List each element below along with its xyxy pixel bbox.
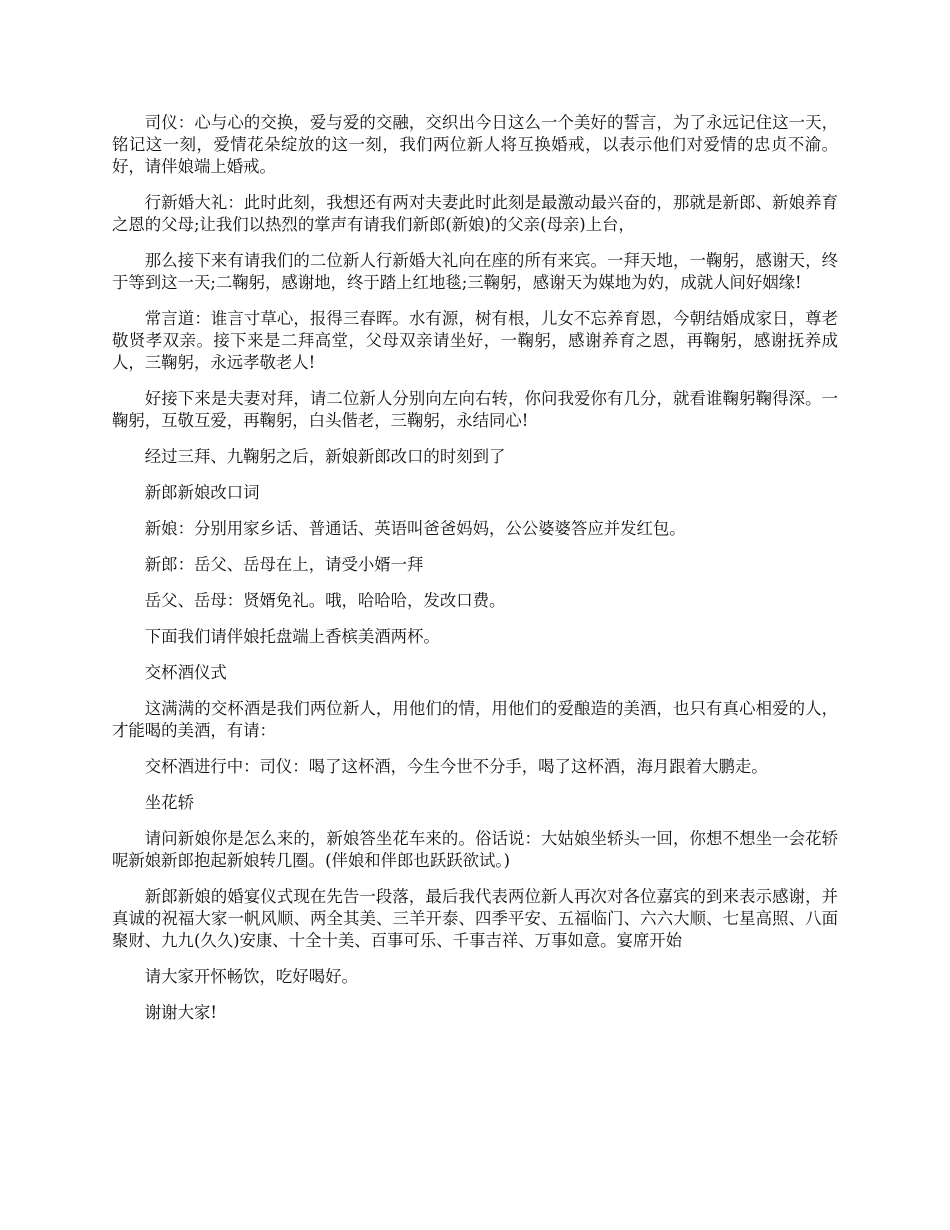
paragraph-bow-each-other: 好接下来是夫妻对拜，请二位新人分别向左向右转，你问我爱你有几分，就看谁鞠躬鞠得深。一鞠躬，互敬互爱，再鞠躬，白头偕老，三鞠躬，永结同心! — [112, 389, 838, 430]
paragraph-in-laws-line: 岳父、岳母：贤婿免礼。哦，哈哈哈，发改口费。 — [144, 591, 506, 610]
paragraph-name-change-moment: 经过三拜、九鞠躬之后，新娘新郎改口的时刻到了 — [144, 447, 506, 466]
document-page — [112, 112, 838, 1038]
paragraph-thanks: 谢谢大家! — [144, 1003, 217, 1022]
paragraph-champagne: 下面我们请伴娘托盘端上香槟美酒两杯。 — [144, 627, 440, 646]
paragraph-wedding-ceremony-parents: 行新婚大礼：此时此刻，我想还有两对夫妻此时此刻是最激动最兴奋的，那就是新郎、新娘养育之恩的父母;让我们以热烈的掌声有请我们新郎(新娘)的父亲(母亲)上台， — [112, 193, 838, 234]
paragraph-bow-heaven-earth: 那么接下来有请我们的二位新人行新婚大礼向在座的所有来宾。一拜天地，一鞠躬，感谢天，终于等到这一天;二鞠躬，感谢地，终于踏上红地毯;三鞠躬，感谢天为媒地为妁，成就人间好姻缘! — [112, 251, 838, 292]
paragraph-sedan-chair: 请问新娘你是怎么来的，新娘答坐花车来的。俗话说：大姑娘坐轿头一回，你想不想坐一会花轿呢新娘新郎抱起新娘转几圈。(伴娘和伴郎也跃跃欲试。) — [112, 829, 838, 870]
section-heading-sedan-chair: 坐花轿 — [144, 793, 194, 812]
section-heading-cross-cup: 交杯酒仪式 — [144, 663, 227, 682]
paragraph-cross-cup-in-progress: 交杯酒进行中：司仪：喝了这杯酒，今生今世不分手，喝了这杯酒，海月跟着大鹏走。 — [144, 757, 768, 776]
paragraph-cross-cup-wine: 这满满的交杯酒是我们两位新人，用他们的情，用他们的爱酿造的美酒，也只有真心相爱的人，才能喝的美酒，有请： — [112, 699, 838, 740]
paragraph-closing-blessings: 新郎新娘的婚宴仪式现在先告一段落，最后我代表两位新人再次对各位嘉宾的到来表示感谢，并真诚的祝福大家一帆风顺、两全其美、三羊开泰、四季平安、五福临门、六六大顺、七星高照、八面聚财、九九(久久)安康、十全十美、百事可乐、千事吉祥、万事如意。宴席开始 — [112, 887, 838, 950]
paragraph-groom-line: 新郎：岳父、岳母在上，请受小婿一拜 — [144, 555, 424, 574]
paragraph-enjoy: 请大家开怀畅饮，吃好喝好。 — [144, 967, 358, 986]
paragraph-bow-parents: 常言道：谁言寸草心，报得三春晖。水有源，树有根，儿女不忘养育恩，今朝结婚成家日，尊老敬贤孝双亲。接下来是二拜高堂，父母双亲请坐好，一鞠躬，感谢养育之恩，再鞠躬，感谢抚养成人，三鞠躬，永远孝敬老人! — [112, 309, 838, 372]
paragraph-officiant-rings: 司仪：心与心的交换，爱与爱的交融，交织出今日这么一个美好的誓言，为了永远记住这一天，铭记这一刻，爱情花朵绽放的这一刻，我们两位新人将互换婚戒，以表示他们对爱情的忠贞不渝。好，请伴娘端上婚戒。 — [112, 113, 838, 176]
paragraph-bride-line: 新娘：分别用家乡话、普通话、英语叫爸爸妈妈，公公婆婆答应并发红包。 — [144, 519, 686, 538]
section-heading-name-change: 新郎新娘改口词 — [144, 483, 260, 502]
